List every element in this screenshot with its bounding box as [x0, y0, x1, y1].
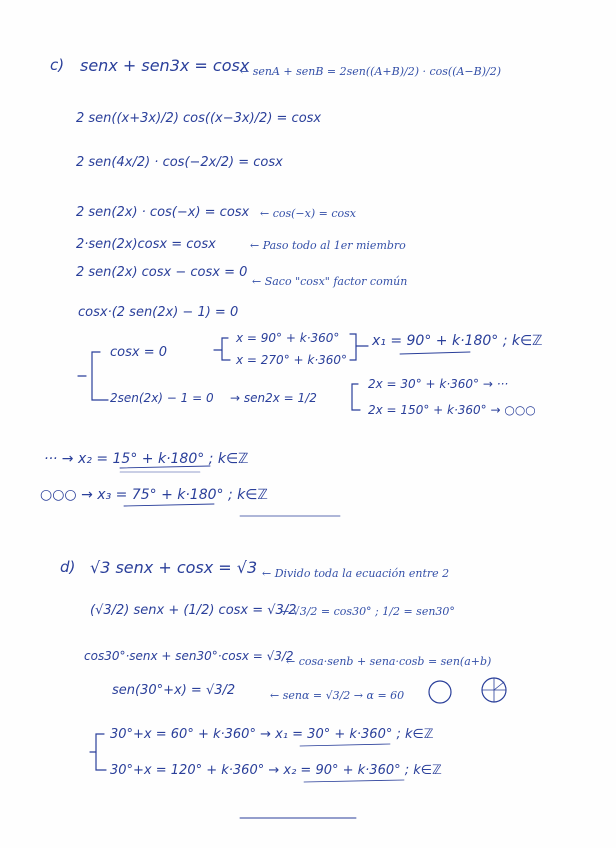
result-x2: ··· → x₂ = 15° + k·180° ; k∈ℤ	[44, 451, 249, 467]
part-c-label: c)	[50, 56, 65, 74]
note-cos-even: ← cos(−x) = cosx	[260, 207, 356, 220]
part-c-equation: senx + sen3x = cosx	[80, 56, 250, 75]
step-d-1: (√3/2) senx + (1/2) cosx = √3/2	[90, 603, 297, 618]
note-common-factor: ← Saco "cosx" factor común	[252, 275, 408, 288]
branch2-sin-value: → sen2x = 1/2	[230, 391, 317, 405]
result-x1: x₁ = 90° + k·180° ; k∈ℤ	[372, 333, 543, 349]
step-d-2: cos30°·senx + sen30°·cosx = √3/2	[84, 649, 294, 663]
branch1-equation: cosx = 0	[110, 345, 167, 360]
branch1-solution-a: x = 90° + k·360°	[236, 331, 340, 345]
branch1-solution-b: x = 270° + k·360°	[236, 353, 348, 367]
part-d-label: d)	[60, 558, 76, 576]
solution-d-2: 30°+x = 120° + k·360° → x₂ = 90° + k·360° ; k∈ℤ	[110, 763, 442, 778]
step-c-6: cosx·(2 sen(2x) − 1) = 0	[78, 305, 239, 320]
note-alpha-60: ← senα = √3/2 → α = 60	[270, 689, 405, 702]
note-move-terms: ← Paso todo al 1er miembro	[250, 239, 406, 252]
step-c-3: 2 sen(2x) · cos(−x) = cosx	[76, 205, 250, 220]
note-sum-formula: ← cosa·senb + sena·cosb = sen(a+b)	[286, 655, 492, 668]
step-d-3: sen(30°+x) = √3/2	[112, 683, 236, 698]
step-c-2: 2 sen(4x/2) · cos(−2x/2) = cosx	[76, 155, 283, 170]
branch2-solution-a: 2x = 30° + k·360° → ···	[368, 377, 509, 391]
sum-to-product-identity: ← senA + senB = 2sen((A+B)/2) · cos((A−B)/2)	[240, 65, 502, 78]
step-c-5: 2 sen(2x) cosx − cosx = 0	[76, 265, 248, 280]
part-d-equation: √3 senx + cosx = √3	[90, 558, 258, 577]
branch2-solution-b: 2x = 150° + k·360° → ○○○	[368, 403, 536, 417]
note-special-values: ← √3/2 = cos30° ; 1/2 = sen30°	[280, 605, 455, 618]
step-c-4: 2·sen(2x)cosx = cosx	[76, 237, 216, 252]
branch2-equation: 2sen(2x) − 1 = 0	[110, 391, 214, 405]
solution-d-1: 30°+x = 60° + k·360° → x₁ = 30° + k·360° ; k∈ℤ	[110, 727, 434, 742]
result-x3: ○○○ → x₃ = 75° + k·180° ; k∈ℤ	[40, 487, 268, 503]
note-divide-by-2: ← Divido toda la ecuación entre 2	[262, 567, 450, 580]
step-c-1: 2 sen((x+3x)/2) cos((x−3x)/2) = cosx	[76, 111, 322, 126]
